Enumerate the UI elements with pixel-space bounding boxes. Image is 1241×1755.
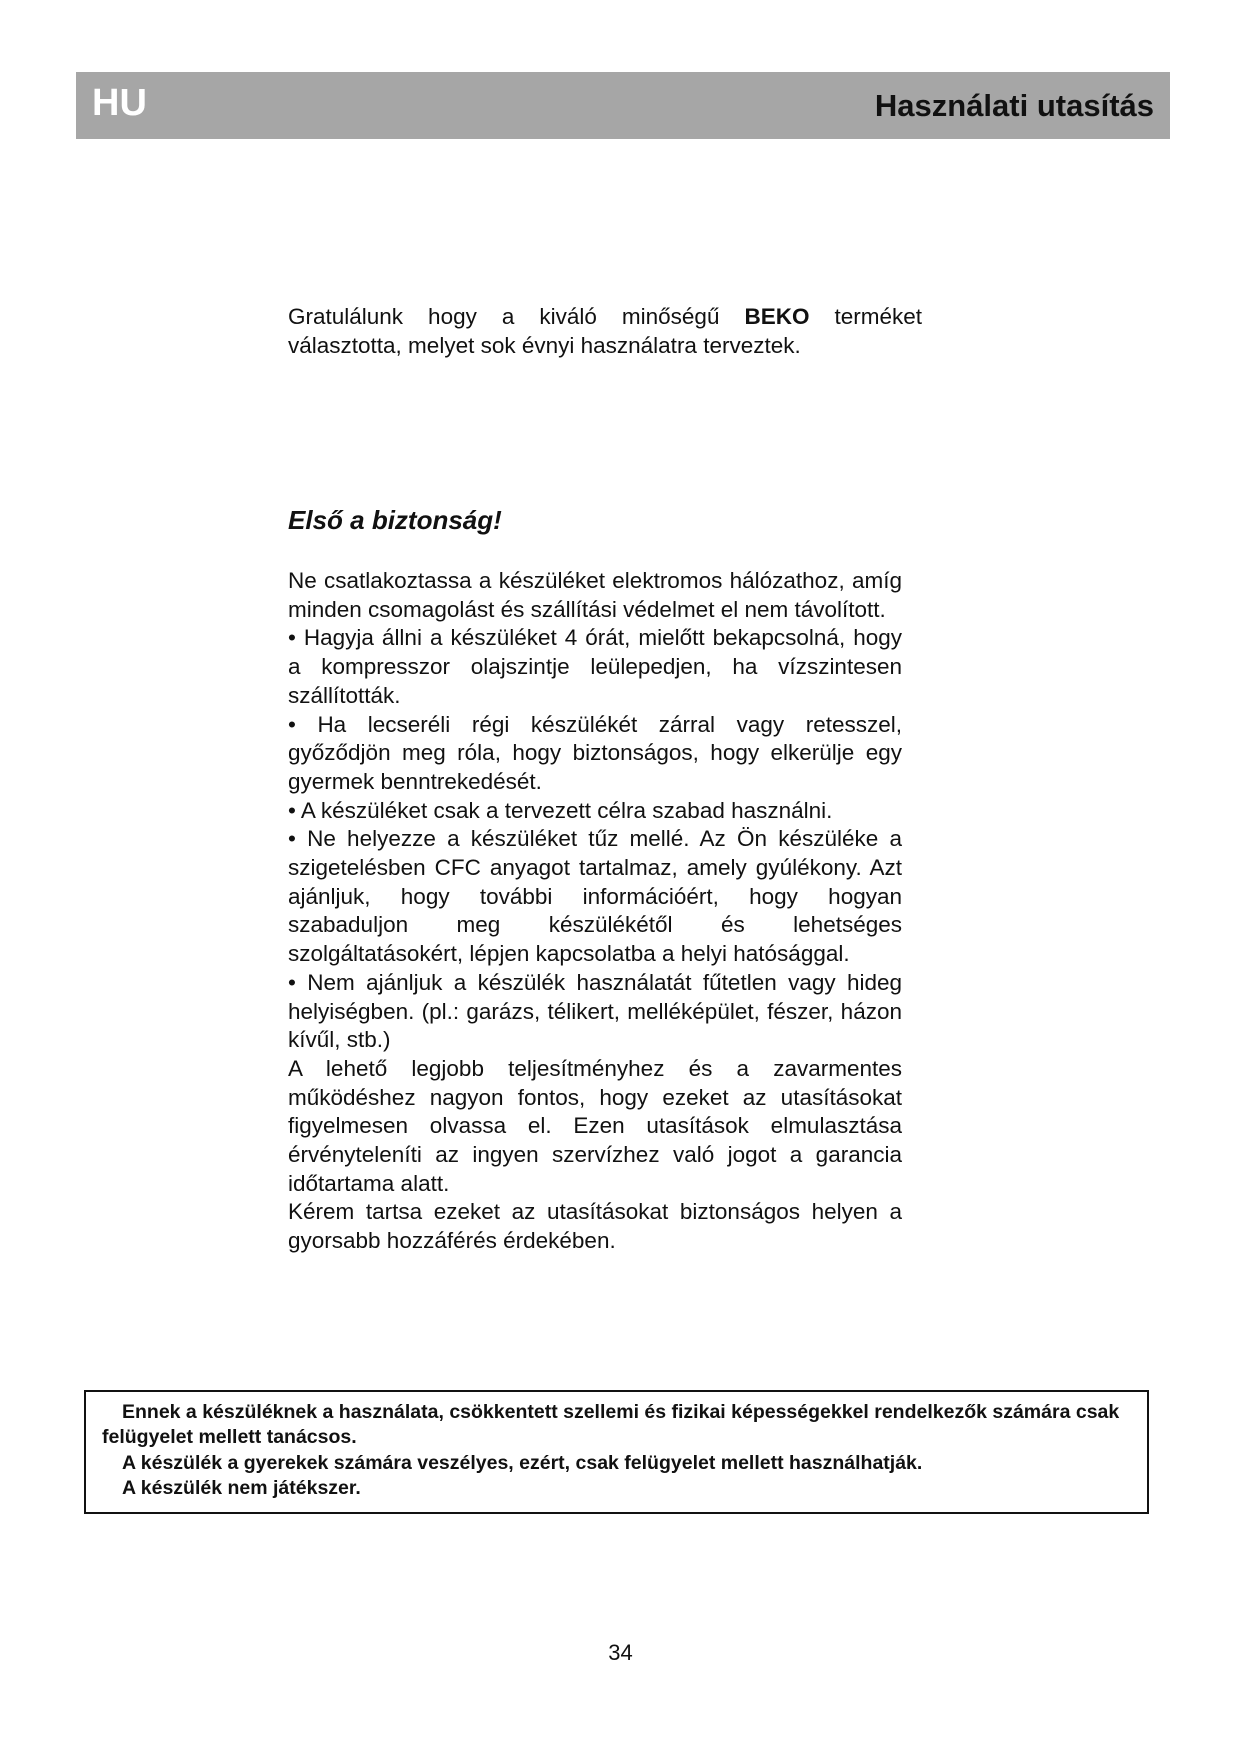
intro-text-start: Gratulálunk hogy a kiváló minőségű [288, 304, 745, 329]
safety-instructions [288, 567, 902, 1256]
safety-paragraph: • Ne helyezze a készüléket tűz mellé. Az Ön készüléke a szigetelésben CFC anyagot tartalmaz, amely gyúlékony. Azt ajánljuk, hogy további információért, hogy hogyan szabaduljon meg készülékétől és lehetséges szolgáltatásokért, lépjen kapcsolatba a helyi hatósággal. [288, 826, 902, 967]
safety-paragraph: A lehető legjobb teljesítményhez és a zavarmentes működéshez nagyon fontos, hogy ezeket az utasításokat figyelmesen olvassa el. Ezen utasítások elmulasztása érvényteleníti az ingyen szervízhez való jogot a garancia időtartama alatt. [288, 1055, 902, 1196]
safety-paragraph: • A készüléket csak a tervezett célra szabad használni. [288, 797, 833, 823]
safety-paragraph: • Ha lecseréli régi készülékét zárral vagy retesszel, győződjön meg róla, hogy biztonságos, hogy elkerülje egy gyermek benntrekedését. [288, 711, 902, 794]
warning-line: Ennek a készüléknek a használata, csökkentett szellemi és fizikai képességekkel rendelkezők számára csak felügyelet mellett tanácsos. [102, 1401, 1120, 1449]
intro-paragraph [288, 302, 922, 360]
warning-line: A készülék nem játékszer. [122, 1476, 361, 1499]
intro-text-end: terméket választotta, melyet sok évnyi használatra terveztek. [288, 304, 922, 358]
safety-section-title: Első a biztonság! [288, 505, 502, 535]
language-code: HU [92, 82, 147, 124]
document-title: Használati utasítás [874, 88, 1154, 123]
safety-paragraph: • Nem ajánljuk a készülék használatát fűtetlen vagy hideg helyiségben. (pl.: garázs, télikert, melléképület, fészer, házon kívűl, stb.) [288, 969, 902, 1053]
page-header-bar [76, 72, 1170, 139]
warning-box [84, 1390, 1149, 1514]
warning-line: A készülék a gyerekek számára veszélyes, ezért, csak felügyelet mellett használhatják. [122, 1451, 923, 1474]
page-number: 34 [608, 1640, 633, 1665]
safety-paragraph: Ne csatlakoztassa a készüléket elektromos hálózathoz, amíg minden csomagolást és szállítási védelmet el nem távolított. [288, 568, 902, 622]
brand-name: BEKO [744, 304, 810, 329]
safety-paragraph: • Hagyja állni a készüléket 4 órát, mielőtt bekapcsolná, hogy a kompresszor olajszintje leülepedjen, ha vízszintesen szállították. [288, 625, 902, 708]
safety-paragraph: Kérem tartsa ezeket az utasításokat biztonságos helyen a gyorsabb hozzáférés érdekében. [288, 1199, 902, 1254]
